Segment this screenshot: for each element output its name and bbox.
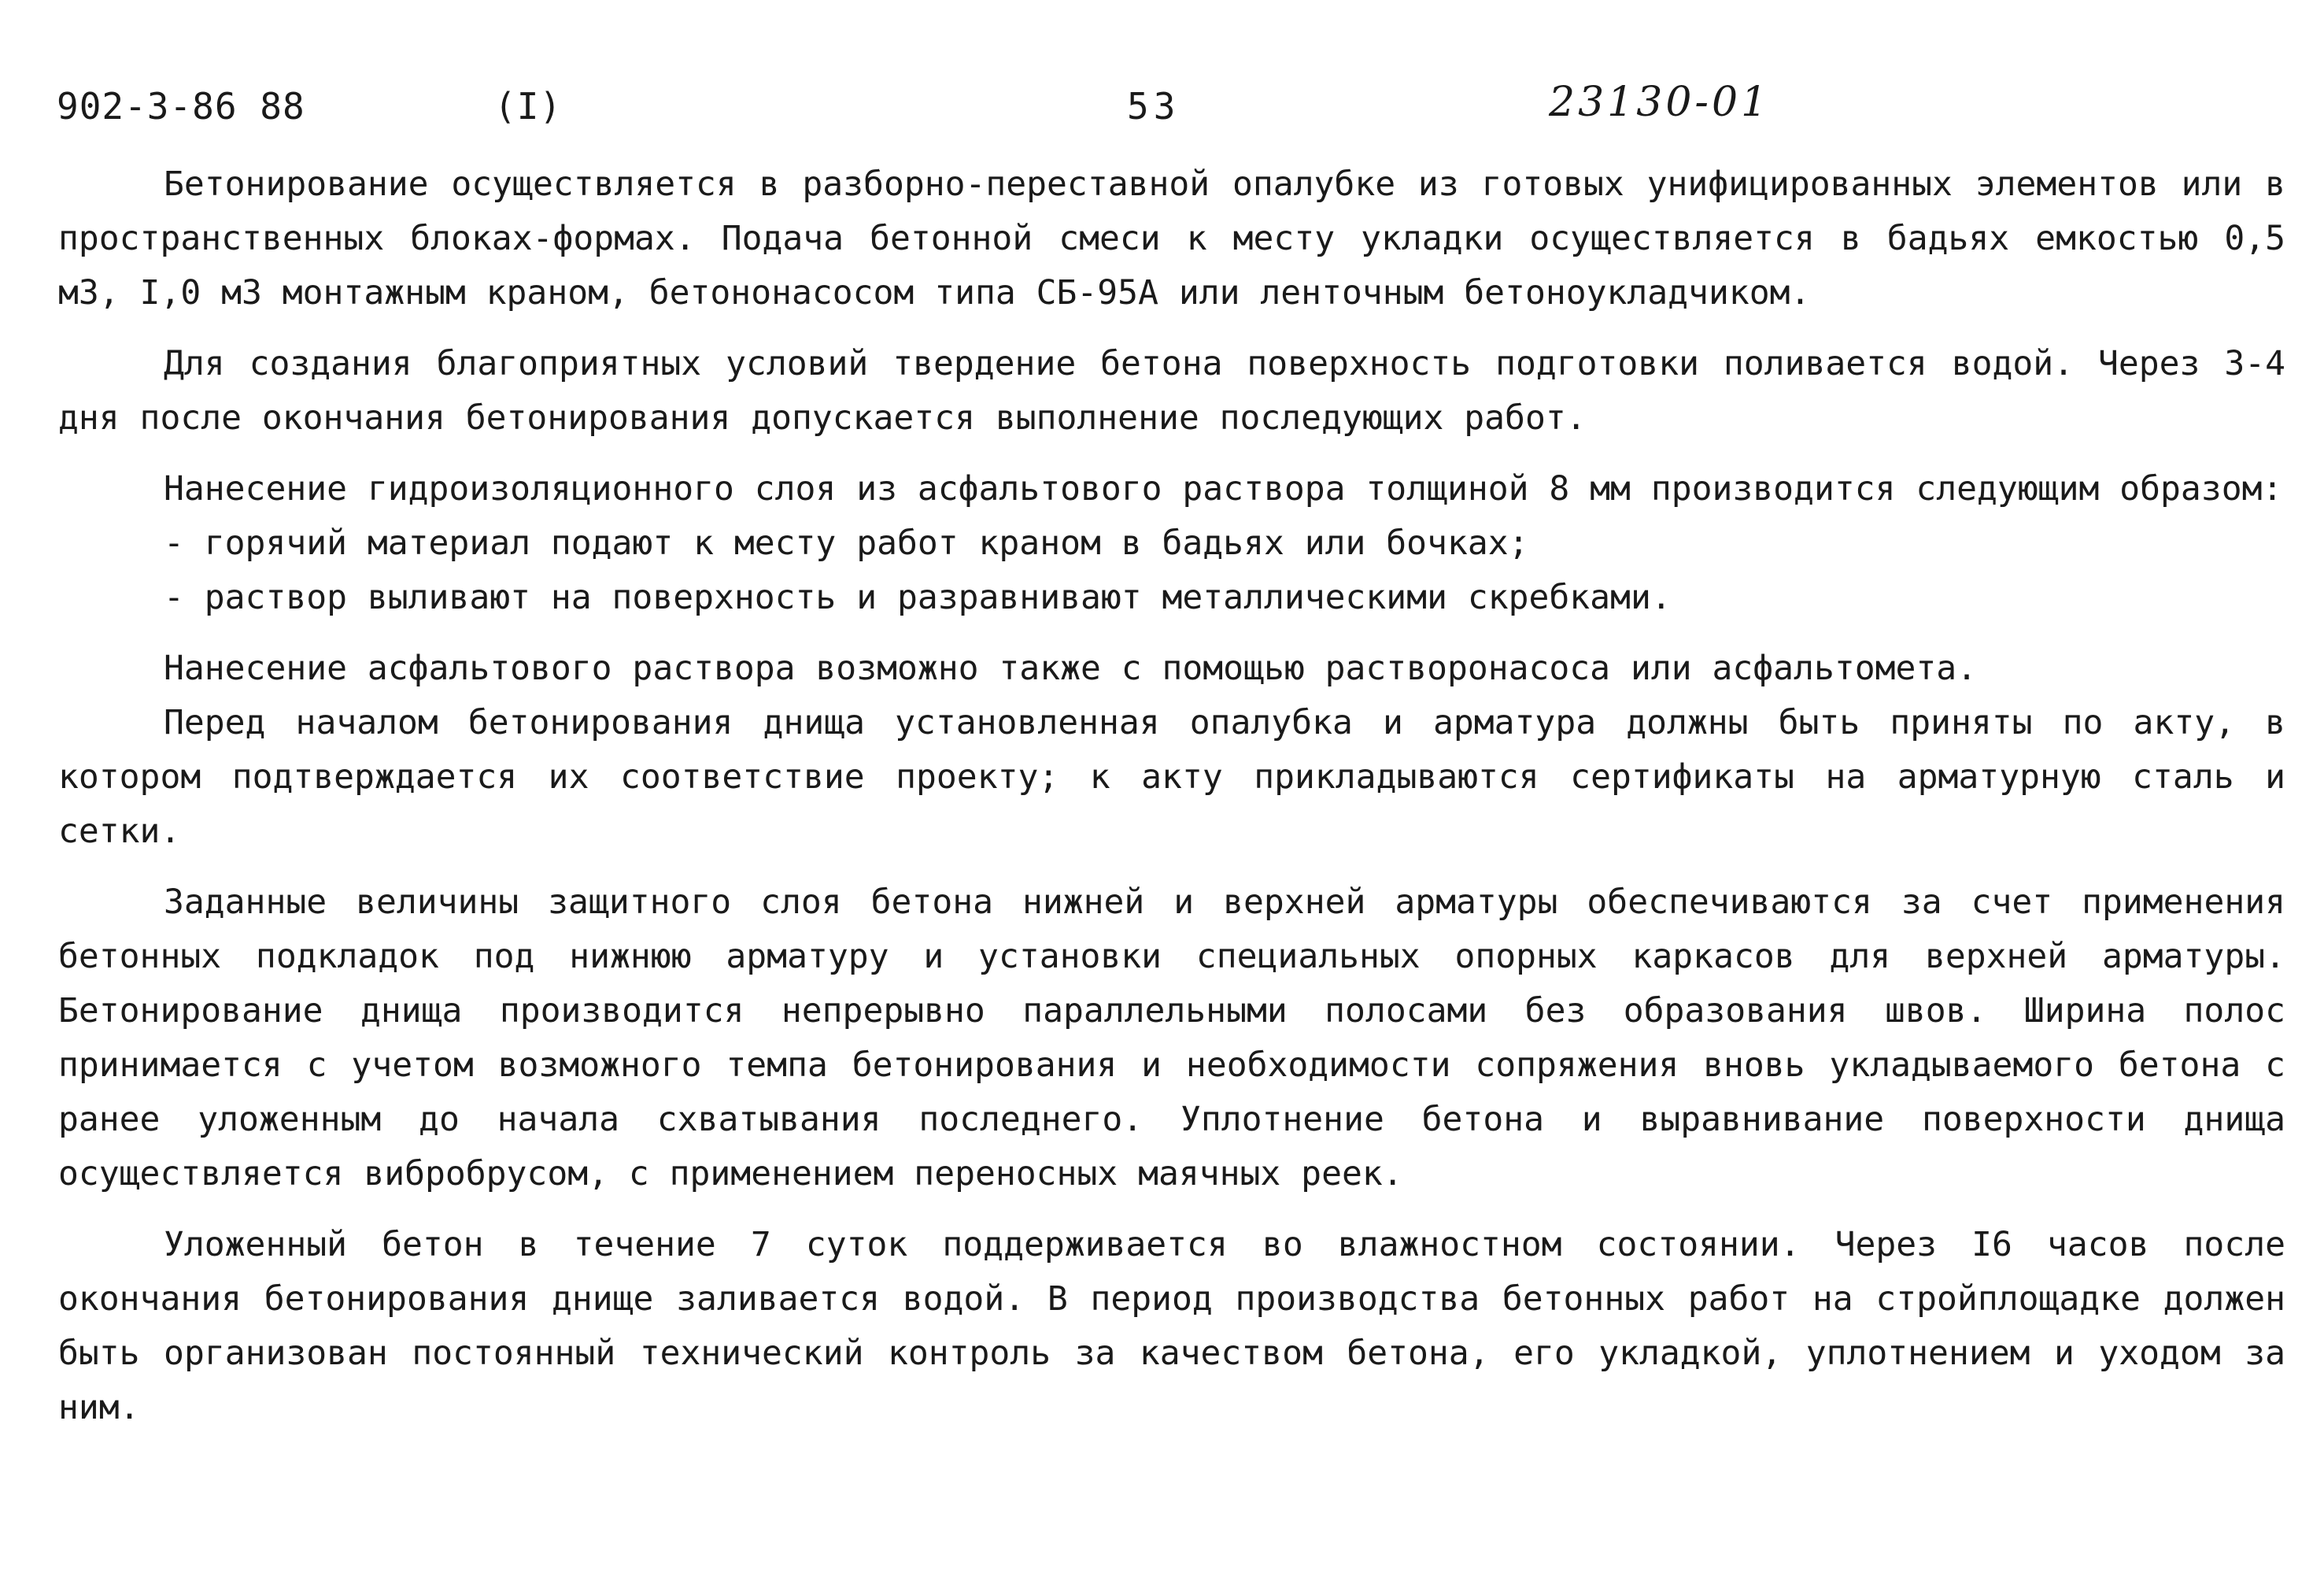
page-number: 53 (1127, 85, 1180, 128)
sheet-mark: (I) (494, 85, 563, 128)
paragraph-moisture-control: Уложенный бетон в течение 7 суток поддерживается во влажностном состоянии. Через I6 часов после окончания бетонирования днище заливается водой. В период производства бетонных работ на стройплощадке должен быть организован постоянный технический контроль за качеством бетона, его укладкой, уплотнением и уходом за ним. (58, 1225, 2285, 1427)
document-code: 902-3-86 88 (57, 85, 305, 128)
document-body (58, 157, 2285, 1452)
paragraph-asphalt-pump: Нанесение асфальтового раствора возможно также с помощью растворонасоса или асфальтомета. (164, 649, 1978, 688)
list-item: - раствор выливают на поверхность и разравнивают металлическими скребками. (164, 578, 1672, 617)
paragraph-concreting-formwork: Бетонирование осуществляется в разборно-переставной опалубке из готовых унифицированных элементов или в пространственных блоках-формах. Подача бетонной смеси к месту укладки осуществляется в бадьях емкостью 0,5 м3, I,0 м3 монтажным краном, бетононасосом типа СБ-95А или ленточным бетоноукладчиком. (58, 165, 2285, 313)
paragraph-acceptance-act: Перед началом бетонирования днища установленная опалубка и арматура должны быть приняты по акту, в котором подтверждается их соответствие проекту; к акту прикладываются сертификаты на арматурную сталь и сетки. (58, 703, 2285, 851)
list-item: - горячий материал подают к месту работ краном в бадьях или бочках; (164, 524, 1529, 563)
inventory-number: 23130-01 (1549, 79, 1771, 126)
paragraph-curing-water: Для создания благоприятных условий твердение бетона поверхность подготовки поливается водой. Через 3-4 дня после окончания бетонирования допускается выполнение последующих работ. (58, 344, 2285, 438)
paragraph-waterproofing: Нанесение гидроизоляционного слоя из асфальтового раствора толщиной 8 мм производится следующим образом: (164, 469, 2283, 509)
paragraph-protective-layer: Заданные величины защитного слоя бетона нижней и верхней арматуры обеспечиваются за счет применения бетонных подкладок под нижнюю арматуру и установки специальных опорных каркасов для верхней арматуры. Бетонирование днища производится непрерывно параллельными полосами без образования швов. Ширина полос принимается с учетом возможного темпа бетонирования и необходимости сопряжения вновь укладываемого бетона с ранее уложенным до начала схватывания последнего. Уплотнение бетона и выравнивание поверхности днища осуществляется вибробрусом, с применением переносных маячных реек. (58, 883, 2285, 1193)
